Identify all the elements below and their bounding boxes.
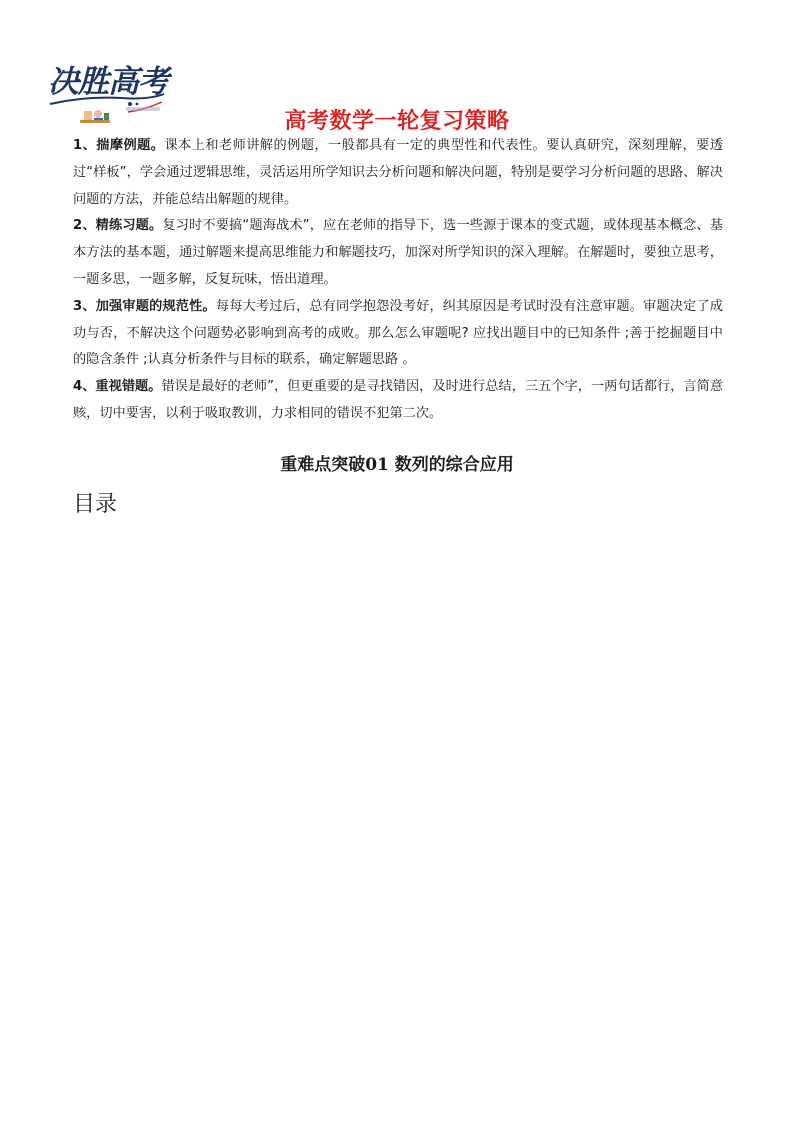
tip-paragraph: [73, 374, 723, 428]
toc-heading: 目录: [73, 492, 118, 517]
tip-paragraph: [73, 294, 723, 374]
tip-paragraph: [73, 133, 723, 213]
tip-body: 每每大考过后，总有同学抱怨没考好，纠其原因是考试时没有注意审题。审题决定了成功与否，不解决这个问题势必影响到高考的成败。那么怎么审题呢? 应找出题目中的已知条件 ;善于挖掘题目中的隐含条件 ;认真分析条件与目标的联系，确定解题思路 。: [73, 298, 723, 368]
logo-text: 决胜高考: [48, 64, 168, 100]
tip-lead: 2、精练习题。: [73, 218, 163, 234]
tip-body: 课本上和老师讲解的例题，一般都具有一定的典型性和代表性。要认真研究，深刻理解，要透过“样板”，学会通过逻辑思维，灵活运用所学知识去分析问题和解决问题，特别是要学习分析问题的思路、解决问题的方法，并能总结出解题的规律。: [73, 138, 723, 207]
tip-paragraph: [73, 213, 723, 293]
study-tips: [73, 133, 723, 428]
tip-body: 复习时不要搞“题海战术”，应在老师的指导下，选一些源于课本的变式题，或体现基本概念、基本方法的基本题，通过解题来提高思维能力和解题技巧，加深对所学知识的深入理解。在解题时，要独立思考，一题多思，一题多解，反复玩味，悟出道理。: [73, 218, 723, 287]
page-title: 高考数学一轮复习策略: [284, 109, 510, 134]
tip-lead: 1、揣摩例题。: [73, 138, 165, 153]
section-title: 重难点突破01 数列的综合应用: [280, 455, 514, 475]
tip-lead: 3、加强审题的规范性。: [73, 298, 216, 314]
tip-body: 错误是最好的老师”，但更重要的是寻找错因，及时进行总结，三五个字，一两句话都行，言简意赅，切中要害，以利于吸取教训，力求相同的错误不犯第二次。: [73, 379, 724, 421]
tip-lead: 4、重视错题。: [73, 379, 162, 395]
